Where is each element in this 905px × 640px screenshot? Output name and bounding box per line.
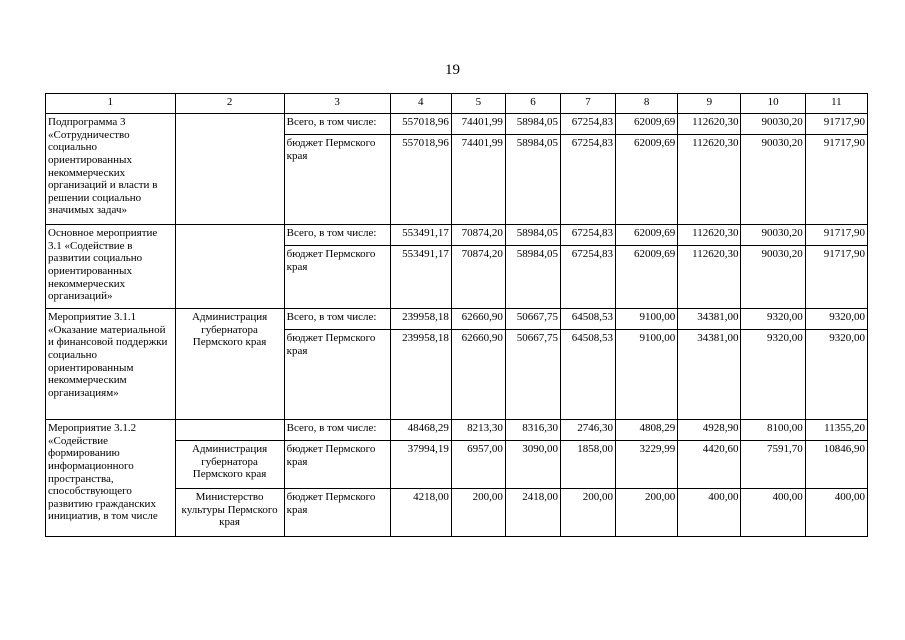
value-cell: 67254,83: [560, 225, 615, 246]
program-name: Мероприятие 3.1.1 «Оказание материальной и финансовой поддержки социально ориентированным некоммерческим организациям»: [46, 309, 176, 420]
value-cell: 3090,00: [505, 441, 560, 489]
value-cell: 50667,75: [505, 330, 560, 420]
value-cell: 9320,00: [741, 309, 805, 330]
value-cell: 200,00: [451, 489, 505, 537]
executor-cell: [175, 225, 284, 309]
executor-cell: Министерство культуры Пермского края: [175, 489, 284, 537]
table-row: [46, 309, 868, 330]
value-cell: 200,00: [560, 489, 615, 537]
value-cell: 70874,20: [451, 225, 505, 246]
value-cell: 2418,00: [505, 489, 560, 537]
funding-source: бюджет Пермского края: [284, 246, 390, 309]
value-cell: 553491,17: [390, 246, 451, 309]
value-cell: 91717,90: [805, 225, 867, 246]
value-cell: 58984,05: [505, 225, 560, 246]
value-cell: 64508,53: [560, 309, 615, 330]
funding-source: Всего, в том числе:: [284, 309, 390, 330]
value-cell: 7591,70: [741, 441, 805, 489]
value-cell: 557018,96: [390, 135, 451, 225]
value-cell: 112620,30: [678, 225, 741, 246]
value-cell: 4420,60: [678, 441, 741, 489]
value-cell: 90030,20: [741, 225, 805, 246]
value-cell: 34381,00: [678, 330, 741, 420]
value-cell: 239958,18: [390, 330, 451, 420]
value-cell: 8213,30: [451, 420, 505, 441]
value-cell: 112620,30: [678, 246, 741, 309]
funding-source: бюджет Пермского края: [284, 489, 390, 537]
header-cell: 6: [505, 94, 560, 114]
funding-source: Всего, в том числе:: [284, 420, 390, 441]
value-cell: 3229,99: [616, 441, 678, 489]
program-name: Подпрограмма 3 «Сотрудничество социально ориентированных некоммерческих организаций и власти в решении социально значимых задач»: [46, 114, 176, 225]
header-cell: 8: [616, 94, 678, 114]
value-cell: 9320,00: [805, 309, 867, 330]
value-cell: 67254,83: [560, 135, 615, 225]
value-cell: 112620,30: [678, 135, 741, 225]
value-cell: 9320,00: [805, 330, 867, 420]
value-cell: 58984,05: [505, 135, 560, 225]
executor-cell: [175, 420, 284, 441]
value-cell: 50667,75: [505, 309, 560, 330]
value-cell: 557018,96: [390, 114, 451, 135]
value-cell: 58984,05: [505, 246, 560, 309]
value-cell: 239958,18: [390, 309, 451, 330]
value-cell: 400,00: [678, 489, 741, 537]
value-cell: 67254,83: [560, 114, 615, 135]
funding-source: бюджет Пермского края: [284, 441, 390, 489]
value-cell: 400,00: [805, 489, 867, 537]
table-row: [46, 225, 868, 246]
table-row: [46, 114, 868, 135]
value-cell: 91717,90: [805, 246, 867, 309]
value-cell: 37994,19: [390, 441, 451, 489]
value-cell: 74401,99: [451, 135, 505, 225]
page-number: 19: [445, 62, 460, 78]
value-cell: 4808,29: [616, 420, 678, 441]
header-cell: 1: [46, 94, 176, 114]
header-cell: 7: [560, 94, 615, 114]
value-cell: 62660,90: [451, 309, 505, 330]
program-name: Мероприятие 3.1.2 «Содействие формированию информационного пространства, способствующего развитию гражданских инициатив, в том числе: [46, 420, 176, 537]
value-cell: 553491,17: [390, 225, 451, 246]
header-cell: 11: [805, 94, 867, 114]
value-cell: 74401,99: [451, 114, 505, 135]
value-cell: 91717,90: [805, 135, 867, 225]
table-row: [46, 420, 868, 441]
value-cell: 4928,90: [678, 420, 741, 441]
funding-source: Всего, в том числе:: [284, 114, 390, 135]
value-cell: 62009,69: [616, 135, 678, 225]
value-cell: 200,00: [616, 489, 678, 537]
value-cell: 62009,69: [616, 225, 678, 246]
executor-cell: Администрация губернатора Пермского края: [175, 309, 284, 420]
value-cell: 90030,20: [741, 114, 805, 135]
value-cell: 62009,69: [616, 114, 678, 135]
funding-source: бюджет Пермского края: [284, 330, 390, 420]
value-cell: 64508,53: [560, 330, 615, 420]
value-cell: 2746,30: [560, 420, 615, 441]
header-cell: 5: [451, 94, 505, 114]
value-cell: 400,00: [741, 489, 805, 537]
value-cell: 11355,20: [805, 420, 867, 441]
executor-cell: Администрация губернатора Пермского края: [175, 441, 284, 489]
executor-cell: [175, 114, 284, 225]
value-cell: 91717,90: [805, 114, 867, 135]
value-cell: 62660,90: [451, 330, 505, 420]
value-cell: 90030,20: [741, 246, 805, 309]
value-cell: 9100,00: [616, 330, 678, 420]
funding-source: Всего, в том числе:: [284, 225, 390, 246]
value-cell: 90030,20: [741, 135, 805, 225]
value-cell: 34381,00: [678, 309, 741, 330]
value-cell: 70874,20: [451, 246, 505, 309]
value-cell: 58984,05: [505, 114, 560, 135]
value-cell: 112620,30: [678, 114, 741, 135]
header-cell: 10: [741, 94, 805, 114]
value-cell: 10846,90: [805, 441, 867, 489]
value-cell: 4218,00: [390, 489, 451, 537]
header-cell: 4: [390, 94, 451, 114]
value-cell: 9100,00: [616, 309, 678, 330]
value-cell: 6957,00: [451, 441, 505, 489]
header-cell: 2: [175, 94, 284, 114]
value-cell: 9320,00: [741, 330, 805, 420]
value-cell: 8316,30: [505, 420, 560, 441]
value-cell: 8100,00: [741, 420, 805, 441]
program-name: Основное мероприятие 3.1 «Содействие в развитии социально ориентированных некоммерческих организаций»: [46, 225, 176, 309]
header-row: [46, 94, 868, 114]
header-cell: 3: [284, 94, 390, 114]
budget-table: [45, 93, 868, 537]
value-cell: 1858,00: [560, 441, 615, 489]
value-cell: 48468,29: [390, 420, 451, 441]
funding-source: бюджет Пермского края: [284, 135, 390, 225]
header-cell: 9: [678, 94, 741, 114]
value-cell: 62009,69: [616, 246, 678, 309]
value-cell: 67254,83: [560, 246, 615, 309]
